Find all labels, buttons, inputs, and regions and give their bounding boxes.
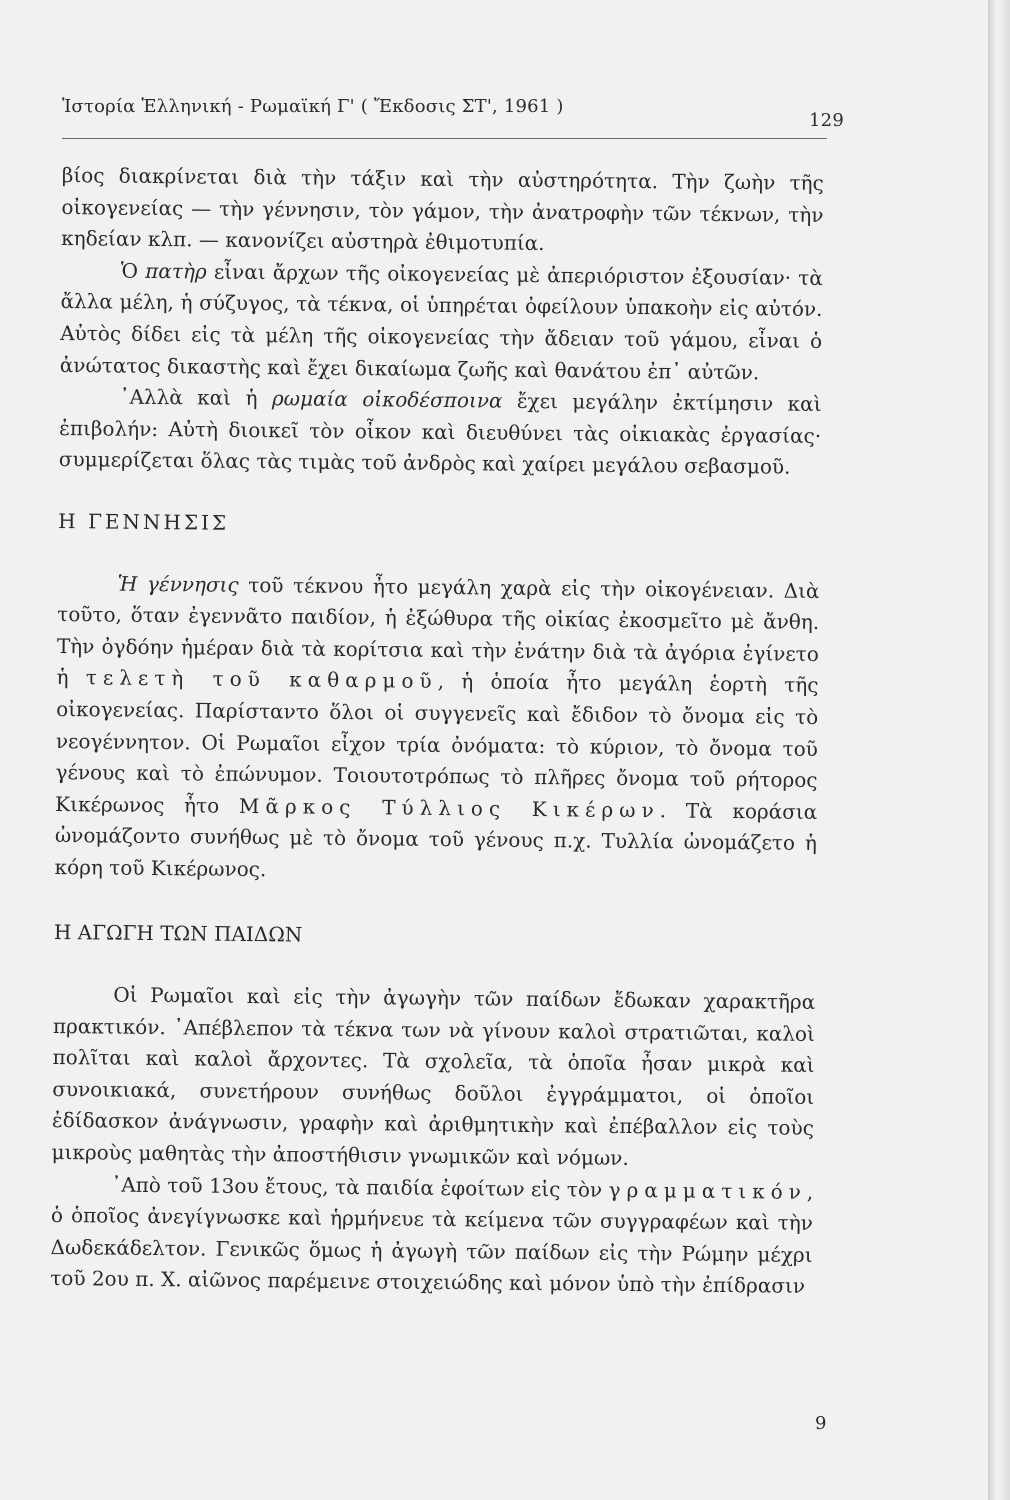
page-number: 129 [809, 110, 844, 131]
text-run: Ὁ [120, 258, 139, 283]
running-title: Ἱστορία Ἑλληνική - Ρωμαϊκή Γ' ( Ἔκδοσις ΣΤ', 1961 ) [62, 96, 564, 117]
text-run: ᾽Απὸ τοῦ 13ου ἔτους, τὰ παιδία ἐφοίτων εἰς τὸν [111, 1172, 603, 1202]
text-run: , ἡ ὁποία ἦτο μεγάλη ἑορτὴ τῆς οἰκογενείας. Παρίσταντο ὅλοι οἱ συγγενεῖς καὶ ἔδιδον τὸ ὄνομα εἰς τὸ νεογέννητον. Οἱ Ρωμαῖοι εἶχον τρία ὀνόματα: τὸ κύριον, τὸ ὄνομα τοῦ γένους καὶ τὸ ἐπώνυμον. Τοιουτοτρόπως τὸ πλῆρες ὄνομα τοῦ ρήτορος Κικέρωνος ἦτο [55, 669, 819, 818]
text-run: τοῦ τέκνου ἦτο μεγάλη χαρὰ εἰς τὴν οἰκογένειαν. Διὰ τοῦτο, ὅταν ἐγεννᾶτο παιδίον, ἡ ἐξώθυρα τῆς οἰκίας ἐκοσμεῖτο μὲ ἄνθη. Τὴν ὀγδόην ἡμέραν διὰ τὰ κορίτσια καὶ τὴν ἐνάτην διὰ τὰ ἀγόρια ἐγίνετο ἡ [56, 572, 820, 690]
paragraph [54, 568, 819, 892]
spaced-term: Μᾶρκος Τύλλιος Κικέρων [238, 793, 660, 822]
emphasis: ρωμαία οἰκοδέσποινα [271, 386, 503, 413]
paragraph: βίος διακρίνεται διὰ τὴν τάξιν καὶ τὴν αὐστηρότητα. Τὴν ζωὴν τῆς οἰκογενείας — τὴν γέννησιν, τὸν γάμον, τὴν ἀνατροφὴν τῶν τέκνων, τὴν κηδείαν κλπ. — κανονίζει αὐστηρὰ ἐθιμοτυπία. [61, 162, 824, 256]
emphasis: πατὴρ [145, 258, 207, 284]
spaced-term: γραμματικόν [608, 1177, 808, 1204]
paragraph [60, 255, 823, 389]
text-run: , ὁ ὁποῖος ἀνεγίγνωσκε καὶ ἡρμήνευε τὰ κείμενα τῶν συγγραφέων καὶ τὴν Δωδεκάδελτον. Γενικῶς ὅμως ἡ ἀγωγὴ τῶν παίδων εἰς τὴν Ρώμην μέχρι τοῦ 2ου π. Χ. αἰῶνος παρέμεινε στοιχειώδης καὶ μόνον ὑπὸ τὴν ἐπίδρασιν [50, 1179, 814, 1299]
page-edge [988, 0, 1010, 1500]
running-header [62, 96, 844, 131]
text-run: ᾽Αλλὰ καὶ ἡ [119, 384, 258, 411]
paragraph: Οἱ Ρωμαῖοι καὶ εἰς τὴν ἀγωγὴν τῶν παίδων ἔδωκαν χαρακτῆρα πρακτικόν. ᾽Απέβλεπον τὰ τέκνα των νὰ γίνουν καλοὶ στρατιῶται, καλοὶ πολῖται καὶ καλοὶ ἄρχοντες. Τὰ σχολεῖα, τὰ ὁποῖα ἦσαν μικρὰ καὶ συνοικιακά, συνετήρουν συνήθως δοῦλοι ἐγγράμματοι, οἱ ὁποῖοι ἐδίδασκον ἀνάγνωσιν, γραφὴν καὶ ἀριθμητικὴν καὶ ἐπέβαλλον εἰς τοὺς μικροὺς μαθητὰς τὴν ἀποστήθισιν γνωμικῶν καὶ νόμων. [51, 982, 816, 1171]
header-rule [62, 138, 827, 139]
emphasis: Ἡ γέννησις [117, 571, 239, 597]
paragraph [59, 381, 822, 484]
signature-mark: 9 [815, 1413, 827, 1434]
paragraph [50, 1169, 813, 1303]
section-heading: Η ΓΕΝΝΗΣΙΣ [58, 508, 230, 535]
page-body [50, 160, 824, 1303]
text-run: . Τὰ κοράσια ὠνομάζοντο συνήθως μὲ τὸ ὄνομα τοῦ γένους π.χ. Τυλλία ὠνομάζετο ἡ κόρη τοῦ Κικέρωνος. [54, 797, 818, 882]
section-heading: Η ΑΓΩΓΗ ΤΩΝ ΠΑΙΔΩΝ [53, 920, 303, 948]
spaced-term: τελετὴ τοῦ καθαρμοῦ [85, 665, 438, 694]
text-run: ἔχει μεγάλην ἐκτίμησιν καὶ ἐπιβολήν: Αὐτὴ διοικεῖ τὸν οἶκον καὶ διευθύνει τὰς οἰκιακὰς ἐργασίας· συμμερίζεται ὅλας τὰς τιμὰς τοῦ ἀνδρὸς καὶ χαίρει μεγάλου σεβασμοῦ. [58, 388, 822, 479]
text-run: εἶναι ἄρχων τῆς οἰκογενείας μὲ ἀπεριόριστον ἐξουσίαν· τὰ ἄλλα μέλη, ἡ σύζυγος, τὰ τέκνα, οἱ ὑπηρέται ὀφείλουν ὑπακοὴν εἰς αὐτόν. Αὐτὸς δίδει εἰς τὰ μέλη τῆς οἰκογενείας τὴν ἄδειαν τοῦ γάμου, εἶναι ὁ ἀνώτατος δικαστὴς καὶ ἔχει δικαίωμα ζωῆς καὶ θανάτου ἐπ᾽ αὐτῶν. [59, 259, 823, 384]
